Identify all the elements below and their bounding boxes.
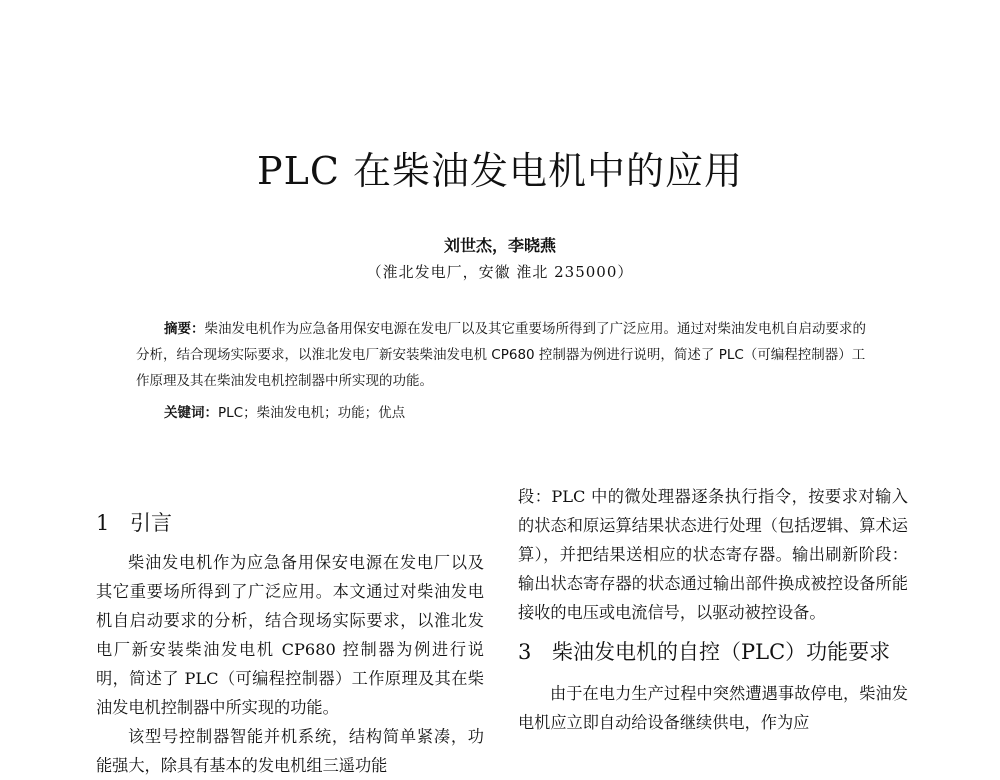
section-1-paragraph-1: 柴油发电机作为应急备用保安电源在发电厂以及其它重要场所得到了广泛应用。本文通过对柴油发电机自启动要求的分析，结合现场实际要求，以淮北发电厂新安装柴油发电机 CP680 控制器为例进行说明，简述了 PLC（可编程控制器）工作原理及其在柴油发电机控制器中所实现的功能。	[96, 553, 484, 717]
keywords-label: 关键词：	[164, 405, 218, 421]
section-2-continued-paragraph: 段：PLC 中的微处理器逐条执行指令，按要求对输入的状态和原运算结果状态进行处理（包括逻辑、算术运算），并把结果送相应的状态寄存器。输出刷新阶段：输出状态寄存器的状态通过输出部件换成被控设备所能接收的电压或电流信号，以驱动被控设备。	[518, 487, 908, 622]
keywords-line	[164, 400, 876, 426]
abstract-paragraph	[136, 316, 876, 394]
section-1-number: 1	[96, 511, 110, 535]
section-1-paragraph-2: 该型号控制器智能并机系统，结构简单紧凑，功能强大，除具有基本的发电机组三遥功能	[96, 727, 484, 775]
section-1-heading	[96, 508, 484, 538]
abstract-label: 摘要：	[164, 321, 205, 337]
section-1-title: 引言	[130, 511, 172, 535]
paper-title: PLC 在柴油发电机中的应用	[257, 149, 743, 193]
affiliation: （淮北发电厂，安徽 淮北 235000）	[366, 263, 634, 281]
authors: 刘世杰，李晓燕	[443, 236, 556, 255]
section-3-heading	[518, 637, 908, 667]
left-column	[96, 508, 484, 780]
section-3-number: 3	[518, 640, 532, 664]
keywords-text: PLC；柴油发电机；功能；优点	[218, 405, 406, 421]
abstract-block	[136, 316, 876, 426]
section-3-title: 柴油发电机的自控（PLC）功能要求	[552, 640, 891, 664]
right-column	[518, 482, 908, 737]
abstract-text: 柴油发电机作为应急备用保安电源在发电厂以及其它重要场所得到了广泛应用。通过对柴油发电机自启动要求的分析，结合现场实际要求，以淮北发电厂新安装柴油发电机 CP680 控制器为例进行说明，简述了 PLC（可编程控制器）工作原理及其在柴油发电机控制器中所实现的功能。	[136, 321, 866, 389]
section-3-paragraph-1: 由于在电力生产过程中突然遭遇事故停电，柴油发电机应立即自动给设备继续供电，作为应	[518, 684, 908, 732]
